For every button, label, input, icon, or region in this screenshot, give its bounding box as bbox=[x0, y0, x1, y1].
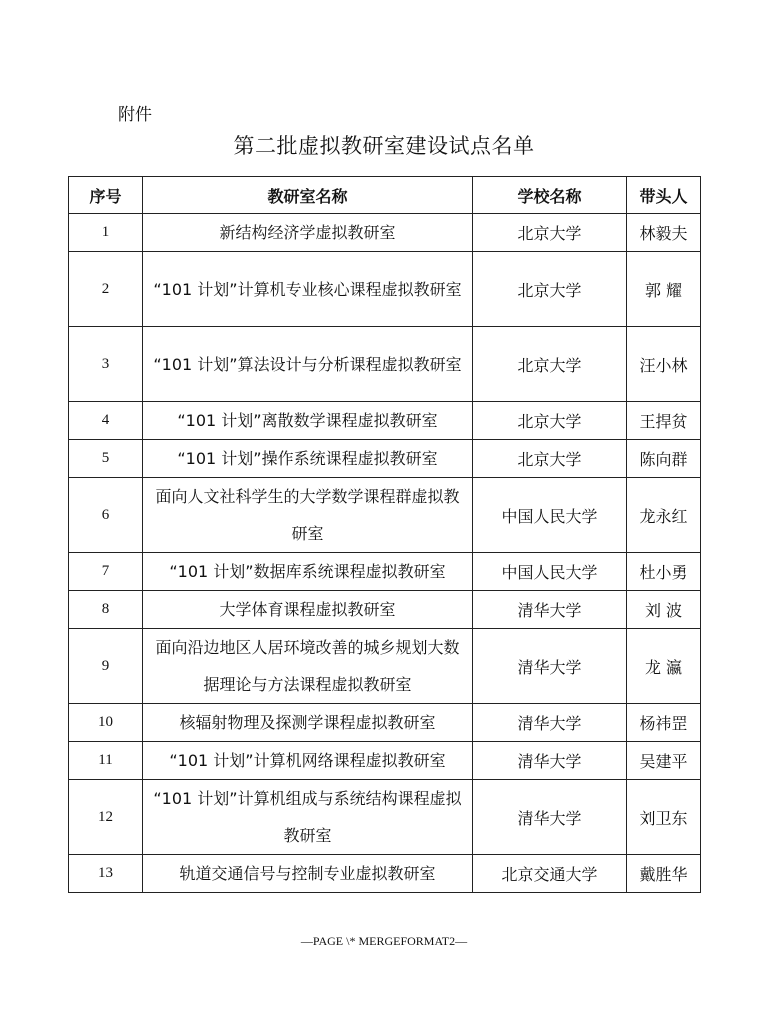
row-school: 清华大学 bbox=[473, 742, 627, 780]
table-row bbox=[69, 855, 701, 893]
table-row bbox=[69, 553, 701, 591]
table-row bbox=[69, 591, 701, 629]
row-name: “101 计划”数据库系统课程虚拟教研室 bbox=[143, 553, 473, 591]
table-row bbox=[69, 780, 701, 855]
row-no: 6 bbox=[69, 478, 143, 553]
table-row bbox=[69, 252, 701, 327]
row-name: 面向沿边地区人居环境改善的城乡规划大数据理论与方法课程虚拟教研室 bbox=[143, 629, 473, 704]
row-no: 13 bbox=[69, 855, 143, 893]
row-leader: 林毅夫 bbox=[627, 214, 701, 252]
row-leader: 汪小林 bbox=[627, 327, 701, 402]
row-name: “101 计划”算法设计与分析课程虚拟教研室 bbox=[143, 327, 473, 402]
row-no: 4 bbox=[69, 402, 143, 440]
row-no: 7 bbox=[69, 553, 143, 591]
row-no: 8 bbox=[69, 591, 143, 629]
row-no: 3 bbox=[69, 327, 143, 402]
table-row bbox=[69, 478, 701, 553]
page-title: 第二批虚拟教研室建设试点名单 bbox=[233, 134, 535, 158]
table-header-row bbox=[69, 177, 701, 214]
row-leader: 刘卫东 bbox=[627, 780, 701, 855]
row-school: 北京大学 bbox=[473, 214, 627, 252]
row-school: 清华大学 bbox=[473, 780, 627, 855]
table-row bbox=[69, 440, 701, 478]
row-leader: 杨祎罡 bbox=[627, 704, 701, 742]
row-school: 北京交通大学 bbox=[473, 855, 627, 893]
table-row bbox=[69, 742, 701, 780]
row-name: “101 计划”计算机组成与系统结构课程虚拟教研室 bbox=[143, 780, 473, 855]
page-footer: —PAGE \* MERGEFORMAT2— bbox=[300, 934, 468, 948]
row-name: 面向人文社科学生的大学数学课程群虚拟教研室 bbox=[143, 478, 473, 553]
row-school: 清华大学 bbox=[473, 591, 627, 629]
row-school: 北京大学 bbox=[473, 440, 627, 478]
header-name: 教研室名称 bbox=[143, 177, 473, 214]
row-name: “101 计划”离散数学课程虚拟教研室 bbox=[143, 402, 473, 440]
attachment-label: 附件 bbox=[118, 105, 152, 125]
header-school: 学校名称 bbox=[473, 177, 627, 214]
list-table bbox=[68, 176, 701, 893]
table-row bbox=[69, 402, 701, 440]
table-row bbox=[69, 704, 701, 742]
row-leader: 吴建平 bbox=[627, 742, 701, 780]
table-row bbox=[69, 629, 701, 704]
row-name: 新结构经济学虚拟教研室 bbox=[143, 214, 473, 252]
row-leader: 陈向群 bbox=[627, 440, 701, 478]
row-name: “101 计划”计算机网络课程虚拟教研室 bbox=[143, 742, 473, 780]
row-name: 轨道交通信号与控制专业虚拟教研室 bbox=[143, 855, 473, 893]
row-no: 11 bbox=[69, 742, 143, 780]
row-leader: 龙永红 bbox=[627, 478, 701, 553]
table-row bbox=[69, 327, 701, 402]
row-name: 核辐射物理及探测学课程虚拟教研室 bbox=[143, 704, 473, 742]
row-leader: 戴胜华 bbox=[627, 855, 701, 893]
row-no: 1 bbox=[69, 214, 143, 252]
row-no: 2 bbox=[69, 252, 143, 327]
row-school: 中国人民大学 bbox=[473, 478, 627, 553]
row-no: 9 bbox=[69, 629, 143, 704]
row-school: 清华大学 bbox=[473, 629, 627, 704]
row-no: 12 bbox=[69, 780, 143, 855]
row-school: 中国人民大学 bbox=[473, 553, 627, 591]
row-school: 北京大学 bbox=[473, 327, 627, 402]
row-leader: 刘 波 bbox=[627, 591, 701, 629]
row-school: 北京大学 bbox=[473, 252, 627, 327]
header-no: 序号 bbox=[69, 177, 143, 214]
row-leader: 龙 瀛 bbox=[627, 629, 701, 704]
table-row bbox=[69, 214, 701, 252]
row-leader: 杜小勇 bbox=[627, 553, 701, 591]
row-name: “101 计划”操作系统课程虚拟教研室 bbox=[143, 440, 473, 478]
row-leader: 郭 耀 bbox=[627, 252, 701, 327]
row-name: 大学体育课程虚拟教研室 bbox=[143, 591, 473, 629]
row-no: 10 bbox=[69, 704, 143, 742]
row-leader: 王捍贫 bbox=[627, 402, 701, 440]
row-name: “101 计划”计算机专业核心课程虚拟教研室 bbox=[143, 252, 473, 327]
row-school: 清华大学 bbox=[473, 704, 627, 742]
header-leader: 带头人 bbox=[627, 177, 701, 214]
row-school: 北京大学 bbox=[473, 402, 627, 440]
row-no: 5 bbox=[69, 440, 143, 478]
